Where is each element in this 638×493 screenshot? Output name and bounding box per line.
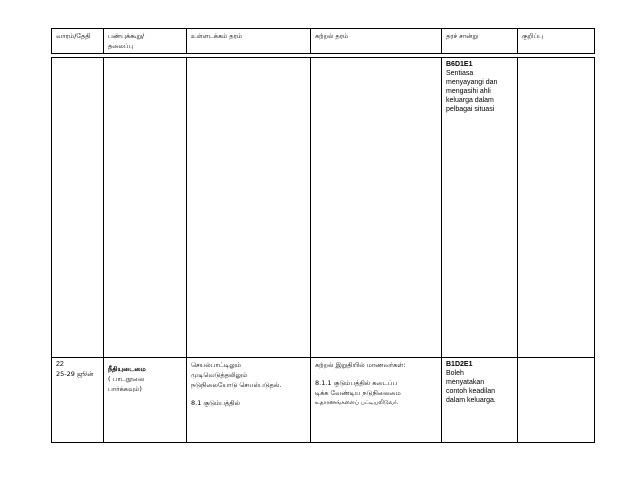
row2-desc-line-2: contoh keadilan [446,388,496,395]
header-learning-standard [311,29,442,54]
header-remarks [518,29,595,54]
header-unit-title-line1: பண்புக்கூறு/ [108,32,145,40]
row2-value-line1: நீதியுடைமை [108,365,146,373]
row1-content-cell [187,58,311,358]
row2-value-line3: பார்க்கவும்) [108,385,142,393]
row1-unit-cell [104,58,187,358]
row2-date: 25-29 ஜூன் [56,370,94,378]
header-unit-title [104,29,187,54]
row2-content-line-1: முடிவெடுத்தலிலும் [191,371,248,379]
table-row [52,358,595,443]
row1-desc-line-2: mengasihi ahli [446,88,491,95]
row2-learning-item-line2: டிக்க வேண்டிய நடுநிலைமை [315,389,401,397]
row2-week-cell [52,358,104,443]
row1-desc-line-0: Sentiasa [446,70,474,77]
row2-content-line-2: நடுநிலையோடு செயல்படுதல். [191,381,282,389]
header-learning-standard-text: கற்றல் தரம் [315,32,349,40]
row1-performance-code: B6D1E1 [446,61,473,68]
header-row [52,29,595,54]
row2-desc-line-3: dalam keluarga. [446,397,496,404]
table-row [52,58,595,358]
row1-desc-line-3: keluarga dalam [446,97,494,104]
row2-content-item: 8.1 குடும்பத்தில் [191,399,240,407]
header-remarks-text: குறிப்பு [522,32,544,40]
row2-desc-line-1: menyatakan [446,379,485,386]
row2-content-cell [187,358,311,443]
row2-remarks-cell [518,358,595,443]
header-unit-title-line2: தலைப்பு [108,42,134,50]
row2-performance-cell [442,358,518,443]
row1-learning-cell [311,58,442,358]
row2-learning-cell [311,358,442,443]
body-table [51,57,595,443]
row2-desc-line-0: Boleh [446,370,464,377]
row1-week-cell [52,58,104,358]
row2-value-line2: ( பாடநூலை [108,375,145,383]
header-performance-standard-text: தரச் சான்று [446,32,478,40]
row2-learning-item-line3: உதாரணங்களைப் பட்டியலிடுவர். [315,400,399,406]
row1-performance-cell [442,58,518,358]
row2-learning-item-line1: 8.1.1 குடும்பத்தில் கடைப்ப [315,379,398,387]
header-table [51,28,595,54]
header-week-date [52,29,104,54]
header-content-standard [187,29,311,54]
row2-learning-intro: கற்றல் இறுதியில் மாணவர்கள்: [315,361,406,369]
row1-desc-line-4: pelbagai situasi [446,106,495,113]
header-week-date-text: வாரம்/தேதி [56,32,91,40]
row2-week-number: 22 [56,361,64,368]
row2-content-line-0: செயல்பாட்டிலும் [191,361,242,369]
header-content-standard-text: உள்ளடக்கம் தரம் [191,32,243,40]
row2-unit-cell [104,358,187,443]
row2-performance-code: B1D2E1 [446,361,473,368]
row1-remarks-cell [518,58,595,358]
header-performance-standard [442,29,518,54]
row1-desc-line-1: menyayangi dan [446,79,498,86]
